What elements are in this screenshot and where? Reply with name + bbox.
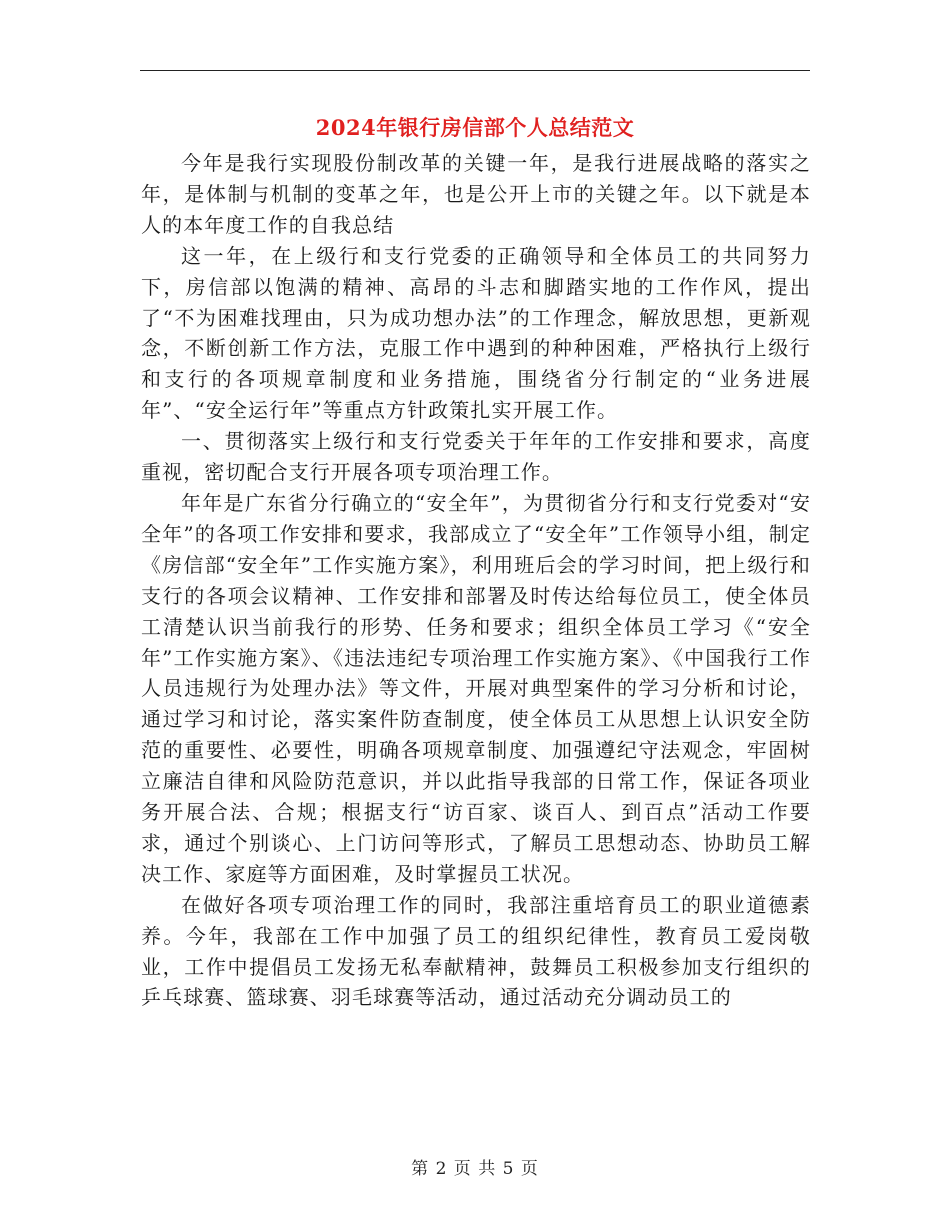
document-title: 2024年银行房信部个人总结范文 <box>315 115 635 140</box>
page-number-footer: 第 2 页 共 5 页 <box>411 1159 539 1179</box>
paragraph-professional-ethics: 在做好各项专项治理工作的同时，我部注重培育员工的职业道德素养。今年，我部在工作中加强了员工的组织纪律性，教育员工爱岗敬业，工作中提倡员工发扬无私奉献精神，鼓舞员工积极参加支行组织的乒乓球赛、篮球赛、羽毛球赛等活动，通过活动充分调动员工的 <box>141 892 811 1010</box>
paragraph-section-one-heading: 一、贯彻落实上级行和支行党委关于年年的工作安排和要求，高度重视，密切配合支行开展各项专项治理工作。 <box>141 429 811 485</box>
paragraph-safety-year: 年年是广东省分行确立的“安全年”，为贯彻省分行和支行党委对“安全年”的各项工作安排和要求，我部成立了“安全年”工作领导小组，制定《房信部“安全年”工作实施方案》，利用班后会的学习时间，把上级行和支行的各项会议精神、工作安排和部署及时传达给每位员工，使全体员工清楚认识当前我行的形势、任务和要求；组织全体员工学习《“安全年”工作实施方案》、《违法违纪专项治理工作实施方案》、《中国我行工作人员违规行为处理办法》等文件，开展对典型案件的学习分析和讨论，通过学习和讨论，落实案件防查制度，使全体员工从思想上认识安全防范的重要性、必要性，明确各项规章制度、加强遵纪守法观念，牢固树立廉洁自律和风险防范意识，并以此指导我部的日常工作，保证各项业务开展合法、合规；根据支行“访百家、谈百人、到百点”活动工作要求，通过个别谈心、上门访问等形式，了解员工思想动态、协助员工解决工作、家庭等方面困难，及时掌握员工状况。 <box>141 490 811 886</box>
paragraph-overview: 这一年，在上级行和支行党委的正确领导和全体员工的共同努力下，房信部以饱满的精神、高昂的斗志和脚踏实地的工作作风，提出了“不为困难找理由，只为成功想办法”的工作理念，解放思想，更新观念，不断创新工作方法，克服工作中遇到的种种困难，严格执行上级行和支行的各项规章制度和业务措施，围绕省分行制定的“业务进展年”、“安全运行年”等重点方针政策扎实开展工作。 <box>141 243 811 423</box>
header-rule <box>140 70 810 71</box>
paragraph-intro: 今年是我行实现股份制改革的关键一年，是我行进展战略的落实之年，是体制与机制的变革之年，也是公开上市的关键之年。以下就是本人的本年度工作的自我总结 <box>141 151 811 237</box>
document-body <box>141 148 811 1013</box>
